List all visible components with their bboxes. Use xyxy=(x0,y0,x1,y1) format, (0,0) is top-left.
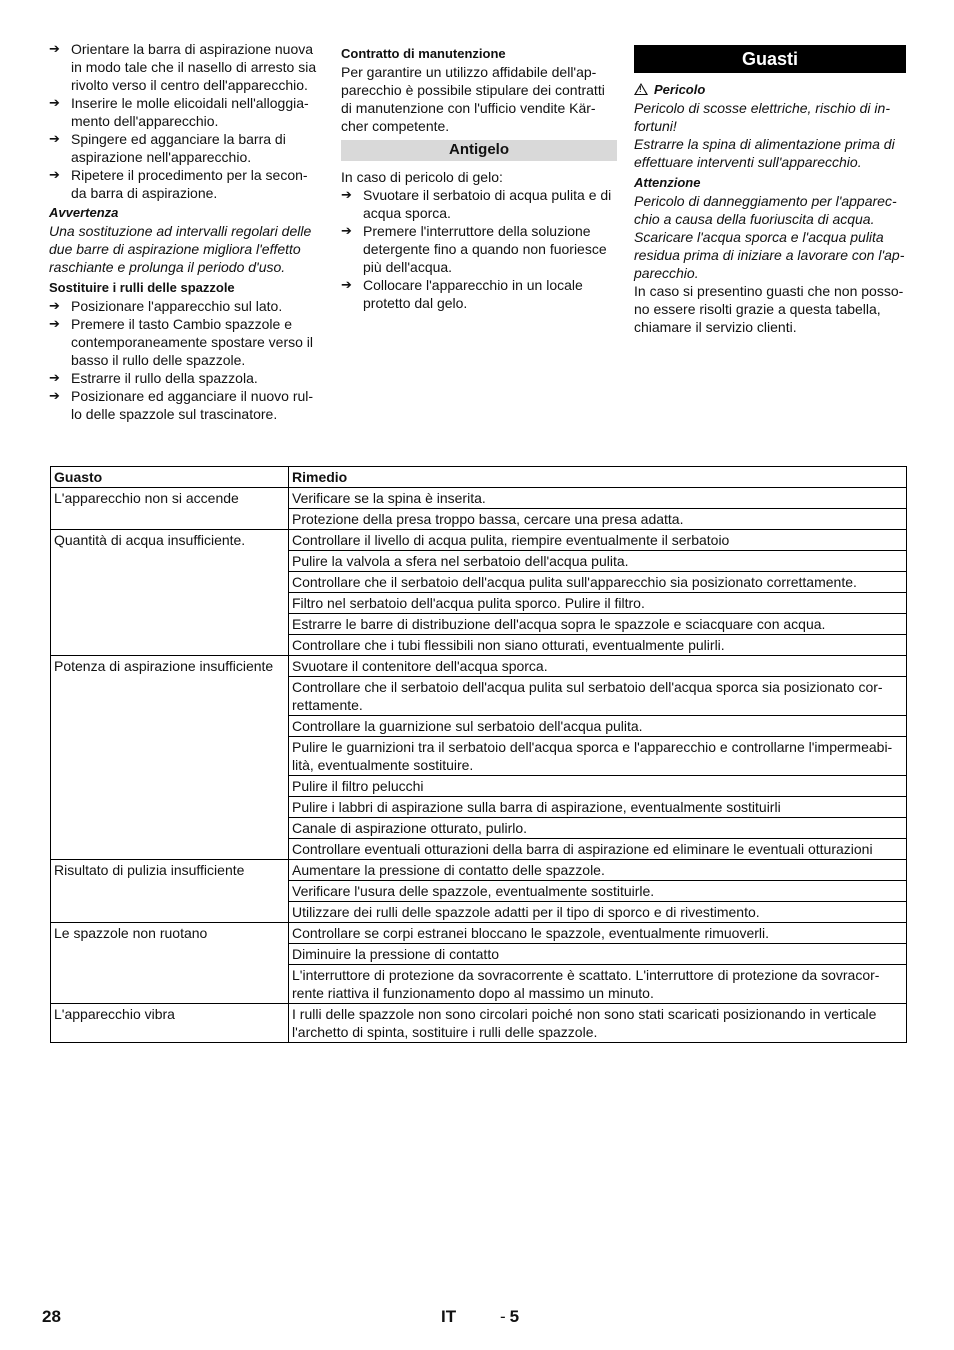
remedy-cell: Controllare che il serbatoio dell'acqua pulita sul serbatoio dell'acqua sporca sia posizionato cor-rettamente. xyxy=(289,677,907,716)
remedy-cell: Pulire la valvola a sfera nel serbatoio dell'acqua pulita. xyxy=(289,551,907,572)
fault-cell: Potenza di aspirazione insufficiente xyxy=(51,656,289,860)
table-header-row xyxy=(51,467,907,488)
fault-cell: Quantità di acqua insufficiente. xyxy=(51,530,289,656)
remedy-cell: Diminuire la pressione di contatto xyxy=(289,944,907,965)
danger-text-2: Estrarre la spina di alimentazione prima di effettuare interventi sull'apparecchio. xyxy=(634,136,895,170)
arrow-right-icon: ➔ xyxy=(49,388,60,403)
fault-cell: L'apparecchio vibra xyxy=(51,1004,289,1043)
remedy-cell: Controllare se corpi estranei bloccano le spazzole, eventualmente rimuoverli. xyxy=(289,923,907,944)
fault-remedy-table xyxy=(50,466,907,1043)
column-1 xyxy=(49,40,321,423)
note-text: Una sostituzione ad intervalli regolari delle due barre di aspirazione migliora l'effetto raschiante e prolunga il periodo d'uso. xyxy=(49,223,312,275)
list-item: ➔ Premere il tasto Cambio spazzole e contemporaneamente spostare verso il basso il rullo delle spazzole. xyxy=(49,316,314,368)
arrow-right-icon: ➔ xyxy=(341,277,352,292)
table-row xyxy=(51,656,907,677)
fault-cell: Le spazzole non ruotano xyxy=(51,923,289,1004)
remedy-cell: Controllare il livello di acqua pulita, riempire eventualmente il serbatoio xyxy=(289,530,907,551)
faults-heading: Guasti xyxy=(634,45,906,73)
danger-heading: !Pericolo xyxy=(634,81,906,99)
reinstall-steps-list xyxy=(49,40,321,202)
remedy-cell: Pulire le guarnizioni tra il serbatoio dell'acqua sporca e l'apparecchio e controllarne l'impermeabi-lità, eventualmente sostituire. xyxy=(289,737,907,776)
list-item: ➔ Estrarre il rullo della spazzola. xyxy=(49,370,258,386)
remedy-cell: Utilizzare dei rulli delle spazzole adatti per il tipo di sporco e di rivestimento. xyxy=(289,902,907,923)
list-item: ➔ Inserire le molle elicoidali nell'alloggia-mento dell'apparecchio. xyxy=(49,95,309,129)
remedy-cell: Canale di aspirazione otturato, pulirlo. xyxy=(289,818,907,839)
remedy-cell: Estrarre le barre di distribuzione dell'acqua sopra le spazzole e sciacquare con acqua. xyxy=(289,614,907,635)
remedy-cell: Verificare l'usura delle spazzole, eventualmente sostituirle. xyxy=(289,881,907,902)
maintenance-contract-text: Per garantire un utilizzo affidabile dell'ap-parecchio è possibile stipulare dei contratti di manutenzione con l'ufficio vendite Kär-cher competente. xyxy=(341,64,605,134)
arrow-right-icon: ➔ xyxy=(49,95,60,110)
dash: - xyxy=(500,1307,506,1326)
brush-rollers-steps-list xyxy=(49,297,321,423)
language-code: IT xyxy=(441,1307,457,1326)
list-item: ➔ Ripetere il procedimento per la secon-da barra di aspirazione. xyxy=(49,167,308,201)
sub-page-number: - 5 xyxy=(500,1307,520,1326)
antifreeze-heading: Antigelo xyxy=(341,140,617,161)
remedy-cell: Controllare eventuali otturazioni della barra di aspirazione ed eliminare le eventuali otturazioni xyxy=(289,839,907,860)
arrow-right-icon: ➔ xyxy=(49,41,60,56)
remedy-cell: Svuotare il contenitore dell'acqua sporca. xyxy=(289,656,907,677)
remedy-cell: Pulire il filtro pelucchi xyxy=(289,776,907,797)
table-row xyxy=(51,488,907,509)
table-row xyxy=(51,1004,907,1043)
maintenance-contract-heading: Contratto di manutenzione xyxy=(341,46,506,61)
list-item: ➔ Premere l'interruttore della soluzione detergente fino a quando non fuoriesce più dell'acqua. xyxy=(341,223,607,275)
arrow-right-icon: ➔ xyxy=(341,187,352,202)
caution-text-2: Scaricare l'acqua sporca e l'acqua pulita residua prima di iniziare a lavorare con l'ap-parecchio. xyxy=(634,229,905,281)
remedy-cell: Pulire i labbri di aspirazione sulla barra di aspirazione, eventualmente sostituirli xyxy=(289,797,907,818)
column-2 xyxy=(341,40,617,312)
table-row xyxy=(51,530,907,551)
warning-triangle-icon xyxy=(634,83,648,95)
list-item: ➔ Posizionare l'apparecchio sul lato. xyxy=(49,298,283,314)
list-item: ➔ Svuotare il serbatoio di acqua pulita e di acqua sporca. xyxy=(341,187,612,221)
fault-cell: L'apparecchio non si accende xyxy=(51,488,289,530)
column-header-remedy: Rimedio xyxy=(289,467,907,488)
arrow-right-icon: ➔ xyxy=(49,167,60,182)
fault-cell: Risultato di pulizia insufficiente xyxy=(51,860,289,923)
arrow-right-icon: ➔ xyxy=(341,223,352,238)
arrow-right-icon: ➔ xyxy=(49,316,60,331)
antifreeze-steps-list xyxy=(341,186,617,312)
remedy-cell: L'interruttore di protezione da sovracorrente è scattato. L'interruttore di protezione da sovracor-rente riattiva il funzionamento dopo al massimo un minuto. xyxy=(289,965,907,1004)
table-row xyxy=(51,860,907,881)
remedy-cell: Controllare che i tubi flessibili non siano otturati, eventualmente pulirli. xyxy=(289,635,907,656)
table-body xyxy=(51,488,907,1043)
remedy-cell: Protezione della presa troppo bassa, cercare una presa adatta. xyxy=(289,509,907,530)
arrow-right-icon: ➔ xyxy=(49,370,60,385)
page-number: 28 xyxy=(42,1307,61,1326)
remedy-cell: Aumentare la pressione di contatto delle spazzole. xyxy=(289,860,907,881)
remedy-cell: Verificare se la spina è inserita. xyxy=(289,488,907,509)
list-item: ➔ Posizionare ed agganciare il nuovo rul-lo delle spazzole sul trascinatore. xyxy=(49,388,314,422)
list-item: ➔ Orientare la barra di aspirazione nuova in modo tale che il nasello di arresto sia rivolto verso il centro dell'apparecchio. xyxy=(49,41,317,93)
table-row xyxy=(51,923,907,944)
danger-text-1: Pericolo di scosse elettriche, rischio di in-fortuni! xyxy=(634,100,890,134)
antifreeze-intro: In caso di pericolo di gelo: xyxy=(341,169,503,185)
customer-service-text: In caso si presentino guasti che non posso-no essere risolti grazie a questa tabella, chiamare il servizio clienti. xyxy=(634,283,904,335)
remedy-cell: Controllare che il serbatoio dell'acqua pulita sull'apparecchio sia posizionato correttamente. xyxy=(289,572,907,593)
remedy-cell: Filtro nel serbatoio dell'acqua pulita sporco. Pulire il filtro. xyxy=(289,593,907,614)
list-item: ➔ Spingere ed agganciare la barra di aspirazione nell'apparecchio. xyxy=(49,131,286,165)
caution-text-1: Pericolo di danneggiamento per l'apparec-chio a causa della fuoriuscita di acqua. xyxy=(634,193,897,227)
column-3 xyxy=(634,40,906,336)
arrow-right-icon: ➔ xyxy=(49,298,60,313)
brush-rollers-heading: Sostituire i rulli delle spazzole xyxy=(49,280,235,295)
remedy-cell: I rulli delle spazzole non sono circolari poiché non sono stati scaricati posizionando in verticale l'archetto di spinta, sostituire i rulli delle spazzole. xyxy=(289,1004,907,1043)
list-item: ➔ Collocare l'apparecchio in un locale protetto dal gelo. xyxy=(341,277,583,311)
note-heading: Avvertenza xyxy=(49,205,119,220)
caution-heading: Attenzione xyxy=(634,175,701,190)
remedy-cell: Controllare la guarnizione sul serbatoio dell'acqua pulita. xyxy=(289,716,907,737)
column-header-fault: Guasto xyxy=(51,467,289,488)
arrow-right-icon: ➔ xyxy=(49,131,60,146)
